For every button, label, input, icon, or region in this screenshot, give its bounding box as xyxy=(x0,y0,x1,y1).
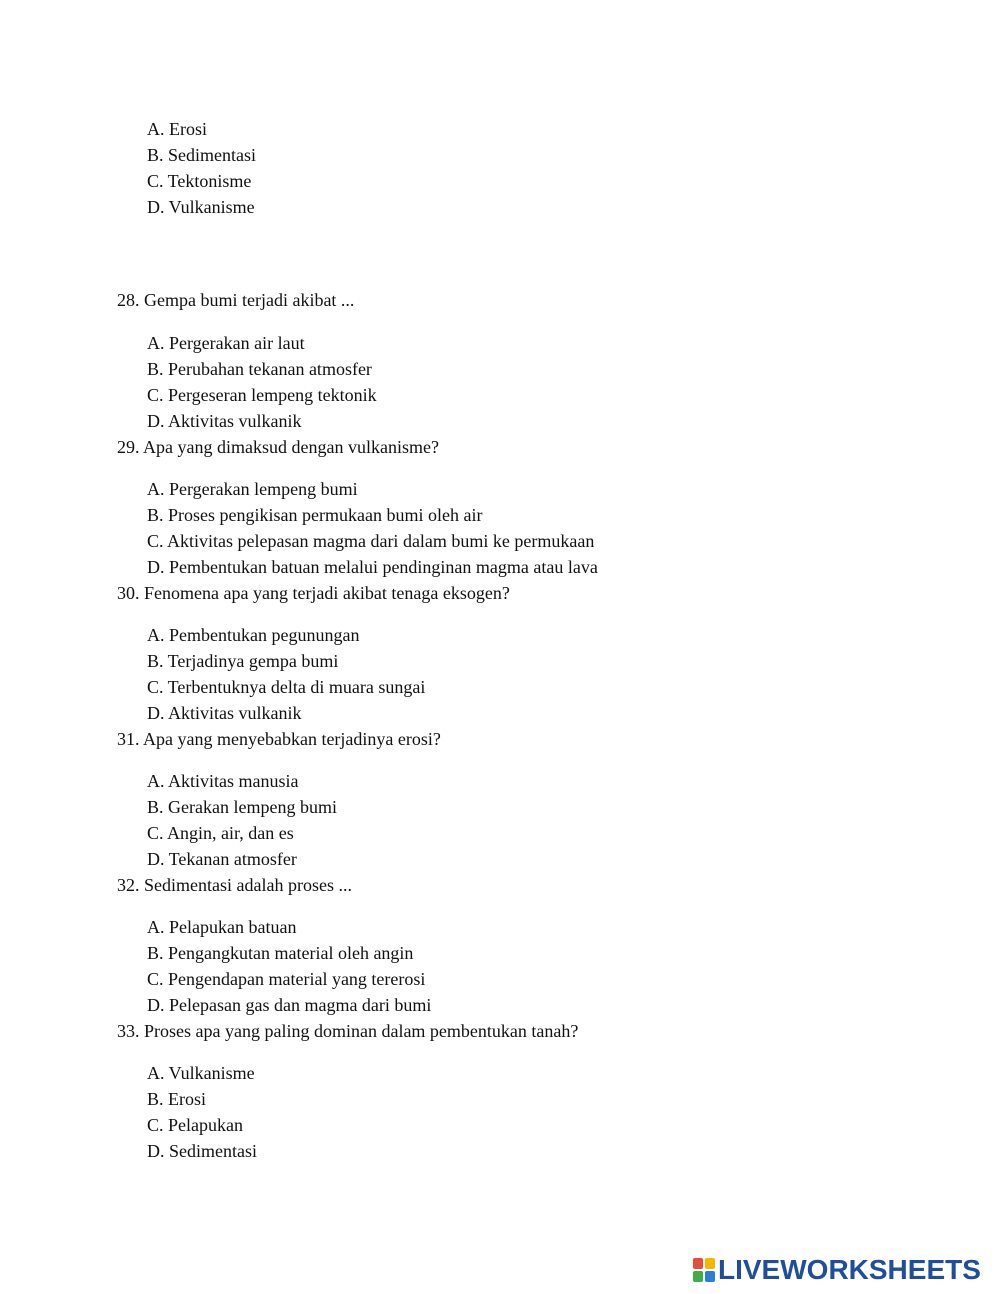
option[interactable]: C. Pelapukan xyxy=(147,1115,243,1135)
option[interactable]: D. Tekanan atmosfer xyxy=(147,849,297,869)
option[interactable]: A. Pergerakan lempeng bumi xyxy=(147,479,358,499)
option[interactable]: D. Pelepasan gas dan magma dari bumi xyxy=(147,995,432,1015)
logo-tile xyxy=(693,1258,703,1269)
option[interactable]: C. Aktivitas pelepasan magma dari dalam bumi ke permukaan xyxy=(147,531,595,551)
option[interactable]: D. Sedimentasi xyxy=(147,1141,257,1161)
option[interactable]: B. Erosi xyxy=(147,1089,207,1109)
option[interactable]: C. Tektonisme xyxy=(147,171,252,191)
option[interactable]: C. Angin, air, dan es xyxy=(147,823,294,843)
logo-tile xyxy=(705,1258,715,1269)
option[interactable]: D. Pembentukan batuan melalui pendinginan magma atau lava xyxy=(147,557,598,577)
question-text: 28. Gempa bumi terjadi akibat ... xyxy=(117,290,355,310)
question-text: 33. Proses apa yang paling dominan dalam pembentukan tanah? xyxy=(117,1021,579,1041)
option[interactable]: B. Gerakan lempeng bumi xyxy=(147,797,337,817)
option[interactable]: A. Pergerakan air laut xyxy=(147,333,305,353)
option[interactable]: B. Perubahan tekanan atmosfer xyxy=(147,359,372,379)
option[interactable]: B. Proses pengikisan permukaan bumi oleh air xyxy=(147,505,483,525)
option[interactable]: B. Pengangkutan material oleh angin xyxy=(147,943,414,963)
question-text: 30. Fenomena apa yang terjadi akibat tenaga eksogen? xyxy=(117,583,510,603)
logo-text: LIVEWORKSHEETS xyxy=(718,1254,981,1285)
question-text: 29. Apa yang dimaksud dengan vulkanisme? xyxy=(117,437,439,457)
option[interactable]: A. Erosi xyxy=(147,119,207,139)
question-text: 31. Apa yang menyebabkan terjadinya erosi? xyxy=(117,729,441,749)
logo-tile xyxy=(705,1271,715,1282)
question-text: 32. Sedimentasi adalah proses ... xyxy=(117,875,352,895)
option[interactable]: C. Terbentuknya delta di muara sungai xyxy=(147,677,426,697)
option[interactable]: D. Aktivitas vulkanik xyxy=(147,703,302,723)
logo-mark-icon xyxy=(693,1258,715,1282)
option[interactable]: A. Aktivitas manusia xyxy=(147,771,299,791)
liveworksheets-logo xyxy=(693,1255,981,1285)
option[interactable]: A. Pembentukan pegunungan xyxy=(147,625,360,645)
logo-tile xyxy=(693,1271,703,1282)
option[interactable]: C. Pengendapan material yang tererosi xyxy=(147,969,426,989)
option[interactable]: A. Pelapukan batuan xyxy=(147,917,297,937)
option[interactable]: D. Vulkanisme xyxy=(147,197,255,217)
option[interactable]: A. Vulkanisme xyxy=(147,1063,255,1083)
option[interactable]: B. Terjadinya gempa bumi xyxy=(147,651,339,671)
option[interactable]: C. Pergeseran lempeng tektonik xyxy=(147,385,377,405)
option[interactable]: B. Sedimentasi xyxy=(147,145,256,165)
option[interactable]: D. Aktivitas vulkanik xyxy=(147,411,302,431)
